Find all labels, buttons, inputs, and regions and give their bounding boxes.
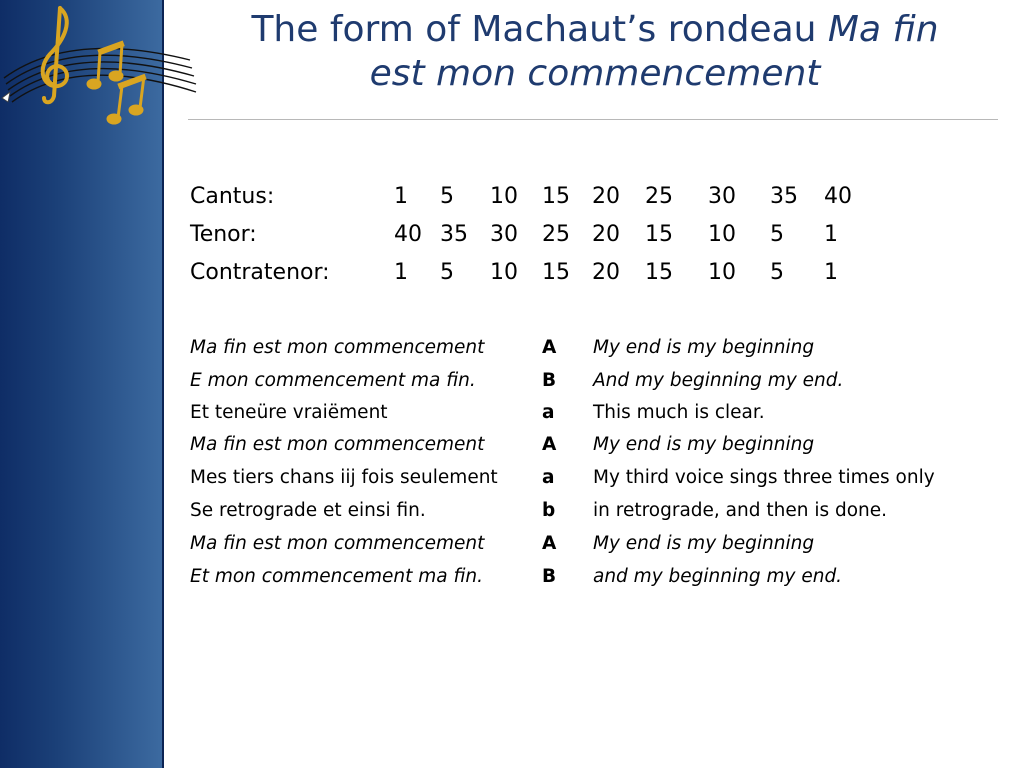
poem-french: Et teneüre vraiëment	[190, 402, 388, 423]
voice-number: 25	[542, 222, 570, 247]
poem-refrain-letter: A	[542, 434, 557, 455]
poem-refrain-letter: B	[542, 566, 557, 587]
voice-number: 35	[770, 184, 798, 209]
voice-number: 20	[592, 222, 620, 247]
voice-number: 35	[440, 222, 468, 247]
poem-english: My end is my beginning	[593, 434, 815, 455]
poem-french: Mes tiers chans iij fois seulement	[190, 467, 498, 488]
poem-english: This much is clear.	[593, 402, 765, 423]
poem-english: And my beginning my end.	[593, 370, 844, 391]
poem-refrain-letter: b	[542, 500, 556, 521]
poem-french: Ma fin est mon commencement	[190, 533, 485, 554]
voice-number: 1	[394, 184, 408, 209]
voice-number: 25	[645, 184, 673, 209]
poem-english: My third voice sings three times only	[593, 467, 935, 488]
poem-english: in retrograde, and then is done.	[593, 500, 888, 521]
voice-number: 5	[770, 222, 784, 247]
voice-number: 15	[645, 222, 673, 247]
poem-french: Et mon commencement ma fin.	[190, 566, 484, 587]
voice-number: 5	[770, 260, 784, 285]
voice-label: Cantus:	[190, 184, 275, 209]
voice-number: 15	[542, 260, 570, 285]
voice-number: 1	[824, 222, 838, 247]
slide-title	[190, 8, 1000, 96]
title-divider	[188, 119, 998, 120]
title-italic-part-1: Ma fin	[827, 9, 939, 50]
voice-number: 20	[592, 184, 620, 209]
voice-number: 10	[708, 260, 736, 285]
poem-refrain-letter: A	[542, 533, 557, 554]
voice-number: 1	[394, 260, 408, 285]
poem-english: My end is my beginning	[593, 337, 815, 358]
voice-number: 20	[592, 260, 620, 285]
voice-number: 30	[490, 222, 518, 247]
poem-refrain-letter: a	[542, 467, 555, 488]
voice-number: 5	[440, 260, 454, 285]
poem-french: E mon commencement ma fin.	[190, 370, 476, 391]
voice-number: 10	[490, 260, 518, 285]
voice-label: Tenor:	[190, 222, 257, 247]
voice-number: 15	[542, 184, 570, 209]
voice-label: Contratenor:	[190, 260, 330, 285]
title-italic-part-2: est mon commencement	[369, 53, 821, 94]
poem-refrain-letter: A	[542, 337, 557, 358]
voice-number: 40	[394, 222, 422, 247]
poem-french: Se retrograde et einsi fin.	[190, 500, 426, 521]
voice-number: 10	[708, 222, 736, 247]
voice-number: 1	[824, 260, 838, 285]
poem-refrain-letter: a	[542, 402, 555, 423]
poem-english: and my beginning my end.	[593, 566, 843, 587]
poem-english: My end is my beginning	[593, 533, 815, 554]
voice-number: 30	[708, 184, 736, 209]
voice-number: 15	[645, 260, 673, 285]
title-text: The form of Machaut’s rondeau	[251, 9, 828, 50]
voice-number: 5	[440, 184, 454, 209]
poem-french: Ma fin est mon commencement	[190, 337, 485, 358]
poem-french: Ma fin est mon commencement	[190, 434, 485, 455]
voice-number: 10	[490, 184, 518, 209]
music-notes-icon	[0, 0, 200, 130]
voice-number: 40	[824, 184, 852, 209]
poem-refrain-letter: B	[542, 370, 557, 391]
